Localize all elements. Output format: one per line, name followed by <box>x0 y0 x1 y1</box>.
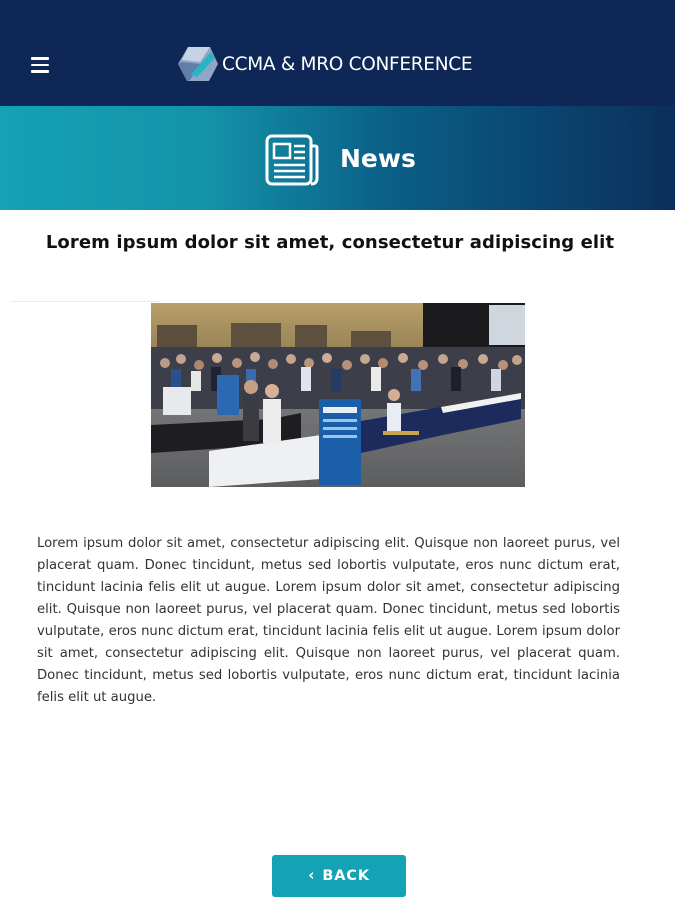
newspaper-icon <box>265 134 319 186</box>
article-body <box>37 533 620 709</box>
article-headline: Lorem ipsum dolor sit amet, consectetur adipiscing elit <box>45 232 615 253</box>
brand-name: CCMA & MRO CONFERENCE <box>222 53 473 75</box>
hamburger-menu-icon[interactable] <box>30 56 52 74</box>
hexagon-logo-icon <box>178 46 218 82</box>
section-banner <box>0 106 675 210</box>
article-photo <box>151 303 525 487</box>
page-title: News <box>340 144 416 173</box>
back-button[interactable] <box>272 855 406 897</box>
conference-logo[interactable] <box>178 46 472 82</box>
back-button-label: BACK <box>322 868 370 884</box>
app-header <box>0 0 675 106</box>
chevron-left-icon: ‹ <box>308 866 315 884</box>
article-paragraph: Lorem ipsum dolor sit amet, consectetur adipiscing elit. Quisque non laoreet purus, vel placerat quam. Donec tincidunt, metus sed lobortis vulputate, eros nunc dictum erat, tincidunt lacinia felis elit ut augue. Lorem ipsum dolor sit amet, consectetur adipiscing elit. Quisque non laoreet purus, vel placerat quam. Donec tincidunt, metus sed lobortis vulputate, eros nunc dictum erat, tincidunt lacinia felis elit ut augue. Lorem ipsum dolor sit amet, consectetur adipiscing elit. Quisque non laoreet purus, vel placerat quam. Donec tincidunt, metus sed lobortis vulputate, eros nunc dictum erat, tincidunt lacinia felis elit ut augue. <box>37 536 620 705</box>
divider <box>10 301 160 302</box>
